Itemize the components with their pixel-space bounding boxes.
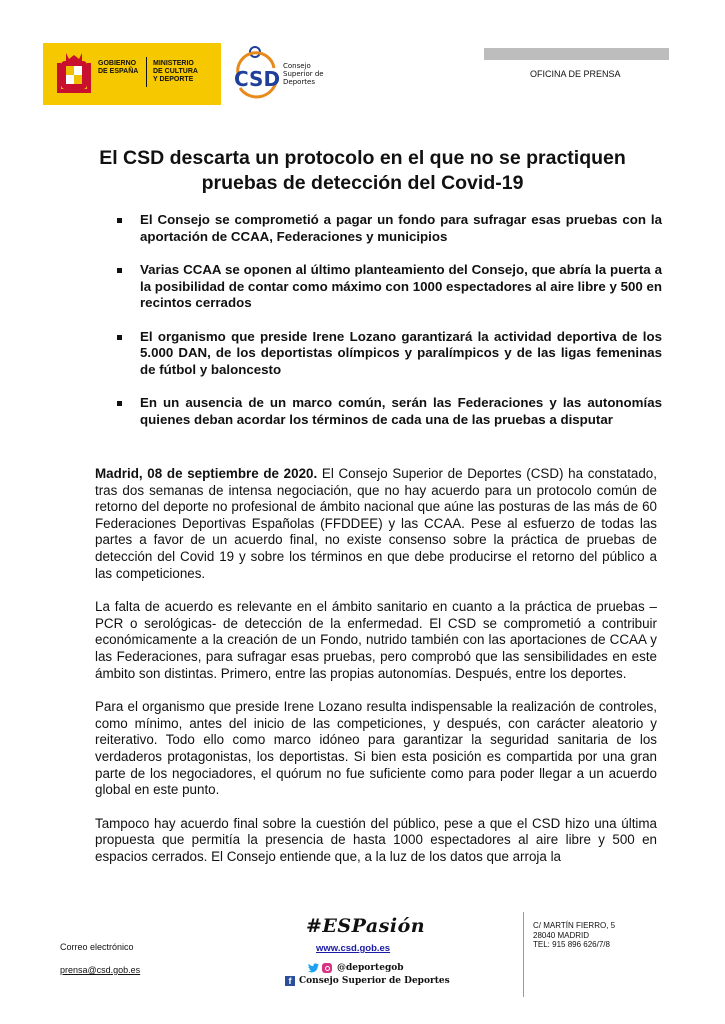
facebook-page[interactable]: Consejo Superior de Deportes — [299, 976, 450, 986]
government-logo-block — [43, 43, 221, 105]
list-item — [117, 329, 662, 379]
office-label: OFICINA DE PRENSA — [530, 69, 621, 79]
facebook-icon[interactable]: f — [285, 976, 295, 986]
email-label: Correo electrónico — [60, 942, 134, 952]
paragraph — [95, 466, 657, 582]
twitter-icon[interactable] — [308, 963, 319, 973]
footer-divider — [523, 912, 524, 997]
page-title: El CSD descarta un protocolo en el que no se practiquen pruebas de detección del Covid-19 — [99, 147, 626, 194]
bullet-text: En un ausencia de un marco común, serán las Federaciones y las autonomías quienes deban acordar los términos de cada una de las pruebas a disputar — [140, 395, 662, 427]
social-handle[interactable]: @deportegob — [337, 963, 404, 973]
paragraph: Tampoco hay acuerdo final sobre la cuestión del público, pese a que el CSD hizo una última propuesta que permitía la presencia de hasta 1000 espectadores al aire libre y 500 en espacios cerrados. El Consejo entiende que, a la luz de los datos que arroja la — [95, 815, 657, 864]
paragraph: Para el organismo que preside Irene Lozano resulta indispensable la realización de controles, como mínimo, antes del inicio de las competiciones, y después, con carácter aleatorio y reiterativo. Todo ello como marco idóneo para garantizar la seguridad sanitaria de los verdaderos protagonistas, los deportistas. Si bien esta posición es compartida por una gran parte de los negociadores, el quórum no fue suficiente como para poder llegar a un acuerdo global en este punto. — [95, 699, 657, 798]
email-link[interactable]: prensa@csd.gob.es — [60, 965, 141, 975]
bullet-icon — [117, 268, 122, 273]
summary-list — [117, 212, 662, 445]
government-text: GOBIERNO DE ESPAÑA — [98, 60, 139, 75]
address-city: 28040 MADRID — [533, 930, 590, 940]
address-street: C/ MARTÍN FIERRO, 5 — [533, 921, 616, 930]
address-block — [533, 921, 615, 950]
logo-divider — [146, 57, 147, 87]
bullet-icon — [117, 218, 122, 223]
list-item — [117, 395, 662, 428]
instagram-icon[interactable] — [322, 963, 332, 973]
facebook-row — [285, 976, 450, 986]
ministry-text: MINISTERIO DE CULTURA Y DEPORTE — [153, 60, 198, 83]
csd-logo-icon — [232, 44, 280, 106]
bullet-text: Varias CCAA se oponen al último planteamiento del Consejo, que abría la puerta a la posibilidad de contar como máximo con 1000 espectadores al aire libre y 500 en recintos cerrados — [140, 262, 662, 310]
header-bar — [484, 48, 669, 60]
list-item — [117, 212, 662, 245]
paragraph: La falta de acuerdo es relevante en el ámbito sanitario en cuanto a la práctica de pruebas –PCR o serológicas- de detección de la enfermedad. El CSD se comprometió a contribuir económicamente a la creación de un Fondo, nutrido también con las aportaciones de CCAA y las Federaciones, para sufragar esas pruebas, pero comprobó que las sensibilidades en este ámbito son distintas. Primero, entre las propias autonomías. Después, entre los deportes. — [95, 599, 657, 681]
dateline: Madrid, 08 de septiembre de 2020. — [95, 466, 318, 481]
social-row — [308, 962, 404, 974]
bullet-text: El organismo que preside Irene Lozano garantizará la actividad deportiva de los 5.000 DAN, de los deportistas olímpicos y paralímpicos y de las ligas femeninas de fútbol y baloncesto — [140, 328, 662, 377]
paragraph-text: El Consejo Superior de Deportes (CSD) ha constatado, tras dos semanas de intensa negociación, que no hay acuerdo para un protocolo común de retorno del deporte no profesional de ámbito nacional que aúne las posturas de las más de 60 Federaciones Deportivas Españolas (FFDDEE) y las CCAA. Pese al esfuerzo de todas las partes a favor de un acuerdo final, no existe consenso sobre la práctica de pruebas de detección del Covid 19 y sobre los términos en que debe producirse el retorno del público a las competiciones. — [95, 466, 657, 581]
bullet-text: El Consejo se comprometió a pagar un fondo para sufragar esas pruebas con la aportación de CCAA, Federaciones y municipios — [140, 212, 662, 244]
article-body — [95, 466, 657, 882]
website-link[interactable]: www.csd.gob.es — [316, 943, 391, 954]
bullet-icon — [117, 335, 122, 340]
address-phone: TEL: 915 896 626/7/8 — [533, 940, 610, 949]
csd-acronym: CSD — [234, 67, 280, 91]
coat-of-arms-icon — [57, 51, 91, 97]
hashtag: #ESPasión — [306, 915, 426, 937]
csd-name: Consejo Superior de Deportes — [283, 62, 324, 86]
bullet-icon — [117, 401, 122, 406]
list-item — [117, 262, 662, 312]
